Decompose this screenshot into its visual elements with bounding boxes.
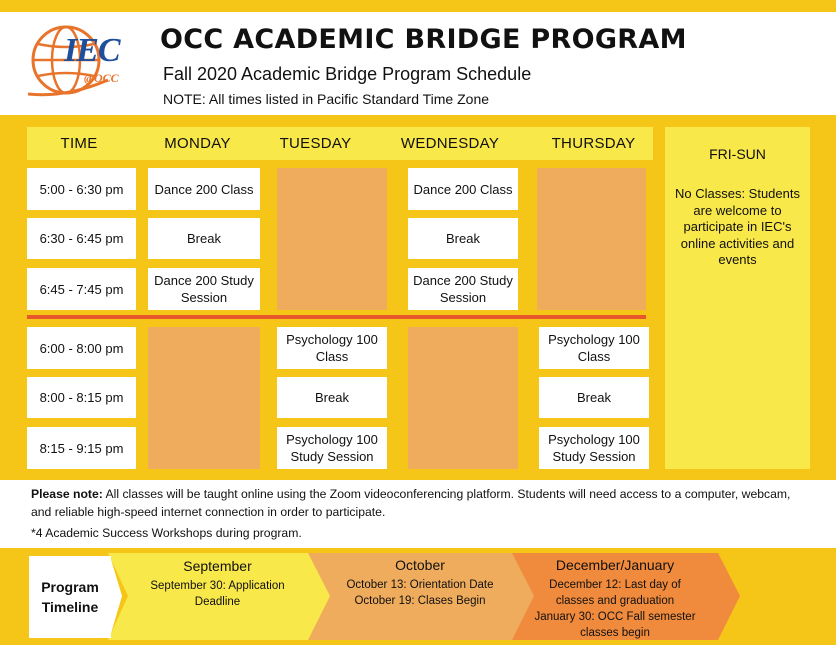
stage-line: Deadline bbox=[194, 596, 241, 608]
stage-line: January 30: OCC Fall semester bbox=[534, 611, 696, 623]
iec-logo bbox=[26, 22, 138, 102]
class-block-psych-class: Psychology 100 Class bbox=[277, 327, 387, 369]
class-block-dance-study: Dance 200 Study Session bbox=[148, 268, 260, 310]
time-slot: 5:00 - 6:30 pm bbox=[27, 168, 136, 210]
time-slot: 6:30 - 6:45 pm bbox=[27, 218, 136, 259]
weekend-panel bbox=[665, 127, 810, 469]
class-block-dance-study: Dance 200 Study Session bbox=[408, 268, 518, 310]
top-accent-bar bbox=[0, 0, 836, 12]
stage-line: September 30: Application bbox=[150, 580, 285, 592]
empty-block bbox=[277, 168, 387, 310]
time-slot: 6:45 - 7:45 pm bbox=[27, 268, 136, 310]
empty-block bbox=[408, 327, 518, 469]
time-slot: 8:15 - 9:15 pm bbox=[27, 427, 136, 469]
page-title: OCC ACADEMIC BRIDGE PROGRAM bbox=[160, 24, 687, 55]
notice-box bbox=[27, 480, 812, 548]
stage-line: December 12: Last day of bbox=[549, 579, 681, 591]
notice-text: All classes will be taught online using the Zoom videoconferencing platform. Students will need access to a computer, webcam, and reliable high-speed internet connection in order to participate. bbox=[31, 487, 791, 519]
stage-month: September bbox=[183, 558, 252, 574]
column-header-thursday: THURSDAY bbox=[551, 135, 636, 152]
timeline-label-line1: Program bbox=[41, 579, 99, 595]
class-block-break: Break bbox=[148, 218, 260, 259]
stage-line: October 19: Clases Begin bbox=[354, 595, 486, 607]
column-header-tuesday: TUESDAY bbox=[279, 135, 352, 152]
stage-month: December/January bbox=[555, 557, 675, 573]
timeline-label bbox=[29, 556, 111, 638]
page-subtitle: Fall 2020 Academic Bridge Program Schedule bbox=[163, 64, 532, 84]
class-block-dance-class: Dance 200 Class bbox=[408, 168, 518, 210]
weekend-title: FRI-SUN bbox=[709, 146, 766, 162]
empty-block bbox=[148, 327, 260, 469]
stage-line: classes begin bbox=[580, 627, 650, 639]
weekend-text: No Classes: Students are welcome to participate in IEC's online activities and events bbox=[674, 186, 800, 267]
class-block-dance-class: Dance 200 Class bbox=[148, 168, 260, 210]
timezone-note: NOTE: All times listed in Pacific Standard Time Zone bbox=[163, 91, 490, 107]
class-block-psych-class: Psychology 100 Class bbox=[539, 327, 649, 369]
workshops-note: *4 Academic Success Workshops during program. bbox=[31, 526, 302, 540]
timeline-stage-december bbox=[520, 556, 710, 641]
notice-label: Please note: bbox=[31, 487, 103, 501]
time-slot: 6:00 - 8:00 pm bbox=[27, 327, 136, 369]
logo-text: IEC bbox=[64, 32, 120, 69]
timeline-stage-october bbox=[345, 556, 495, 609]
column-header-wednesday: WEDNESDAY bbox=[400, 135, 500, 152]
column-header-time: TIME bbox=[60, 135, 98, 152]
logo-subtext: @OCC bbox=[84, 71, 119, 85]
class-block-break: Break bbox=[408, 218, 518, 259]
empty-block bbox=[537, 168, 646, 310]
session-divider bbox=[27, 315, 646, 319]
stage-line: classes and graduation bbox=[555, 595, 675, 607]
timeline-label-line2: Timeline bbox=[41, 599, 99, 615]
class-block-break: Break bbox=[539, 377, 649, 418]
class-block-psych-study: Psychology 100 Study Session bbox=[539, 427, 649, 469]
column-header-monday: MONDAY bbox=[164, 135, 231, 152]
time-slot: 8:00 - 8:15 pm bbox=[27, 377, 136, 418]
stage-line: October 13: Orientation Date bbox=[346, 579, 494, 591]
timeline-stage-september bbox=[150, 557, 285, 610]
stage-month: October bbox=[395, 557, 445, 573]
class-block-break: Break bbox=[277, 377, 387, 418]
notice-paragraph bbox=[27, 480, 812, 521]
class-block-psych-study: Psychology 100 Study Session bbox=[277, 427, 387, 469]
